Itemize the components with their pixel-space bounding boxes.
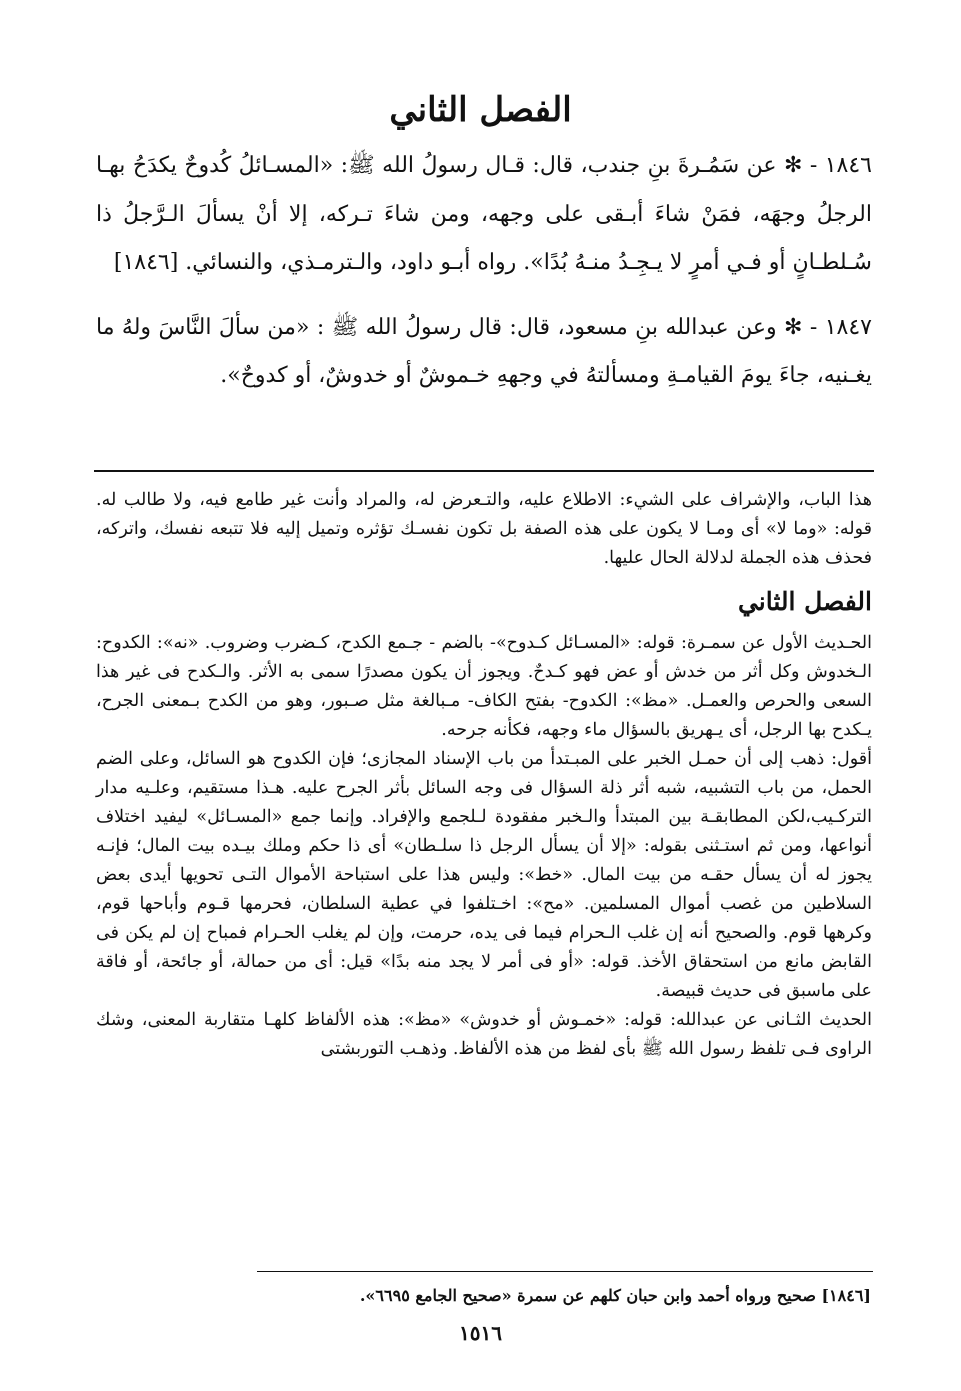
- footnote-divider: [257, 1271, 873, 1272]
- chapter-title: الفصل الثاني: [389, 90, 572, 130]
- commentary-section: [96, 486, 872, 1064]
- main-hadith-text: [96, 142, 872, 401]
- hadith-1846: ١٨٤٦ - ✻ عن سَمُـرةَ بنِ جندب، قال: قـال رسولُ الله ﷺ: «المسـائلُ كُدوحٌ يكدَحُ بهـا الرجلُ وجهَه، فمَنْ شاءَ أبـقى على وجهه، ومن شاءَ تـركه، إلا أنْ يسألَ الـرَّجلُ ذا سُـلطـانٍ أو فـي أمرٍ لا يـجِـدُ منـهُ بُدًا». رواه أبـو داود، والـترمـذي، والنسائي. [١٨٤٦]: [96, 153, 872, 275]
- section-divider: [94, 470, 874, 472]
- commentary-paragraph-2: أقول: ذهب إلى أن حمـل الخبر على المبـتدأ من باب الإسناد المجازى؛ فإن الكدوح هو السائل، وعلى الضم الحمل، من باب التشبيه، شبه أثر ذلة السؤال فى وجه السائل بأثر الجرح عليه. هـذا مستقيم، وعلـيه مدار التركـيب،لكن المطابقـة بين المبتدأ والـخبر مفقودة لـلجمع والإفراد. وإنما جمع «المسـائل» ليفيد اختلاف أنواعها، ومن ثم استـثنى بقوله: «إلا أن يسأل الرجل ذا سلـطان» أى ذا حكم وملك بيـده بيت المال؛ فإنـه يجوز له أن يسأل حقـه من بيت المال. «خط»: وليس هذا على استباحة الأموال التـى تحويها أيدى بعض السلاطين من غصب أموال المسلمين. «مح»: اخـتلفوا في عطية السلطان، فحرمها قـوم وأباحها قوم، وكرهها قوم. والصحيح أنه إن غلب الـحرام فيما فى يده، حرمت، وإن لم يغلب الحـرام فمباح إن لم يكن فى القابض مانع من استحقاق الأخذ. قوله: «أو فى أمر لا يجد منه بدًا» قيل: أى من حمالة، أو جائحة، أو فاقة على ماسبق فى حديث قبيصة.: [96, 749, 872, 1001]
- page-number: ١٥١٦: [459, 1321, 502, 1345]
- commentary-paragraph-3: الحديث الثـانى عن عبدالله: قوله: «خمـوش أو خدوش» «مظ»: هذه الألفاظ كلهـا متقاربة المعنى، وشك الراوى فـى تلفظ رسول الله ﷺ بأى لفظ من هذه الألفاظ. وذهـب التوربشتى: [96, 1010, 872, 1059]
- footnote: [١٨٤٦] صحيح ورواه أحمد وابن حبان كلهم عن سمرة «صحيح الجامع ٦٦٩٥».: [359, 1286, 871, 1305]
- commentary-heading: الفصل الثاني: [737, 587, 872, 616]
- commentary-paragraph-1: الحـديث الأول عن سمـرة: قوله: «المسـائل كـدوح»- بالضم - جـمع الكدح، كـضرب وضروب. «نه»: الكدوح: الـخدوش وكل أثر من خدش أو عض فهو كـدحٌ. ويجوز أن يكون مصدرًا سمى به الأثر. والـكدح فى غير هذا السعى والحرص والعمـل. «مظ»: الكدوح- بفتح الكاف- مـبالغة مثل صـبور، وهو من الكدح بـمعنى الجرح، يـكدح بها الرجل، أى يـهريق بالسؤال ماء وجهه، فكأنه جرحه.: [96, 633, 872, 740]
- commentary-intro: هذا الباب، والإشراف على الشيء: الاطلاع عليه، والتـعرض له، والمراد وأنت غير طامع فيه، ولا طالب له. قوله: «وما لا» أى ومـا لا يكون على هذه الصفة بل تكون نفسـك تؤثره وتميل إليه فلا تتبعه نفسك، واتركه، فحذف هذه الجملة لدلالة الحال عليها.: [96, 490, 872, 568]
- hadith-1847: ١٨٤٧ - ✻ وعن عبدالله بنِ مسعود، قال: قال رسولُ الله ﷺ : «من سألَ النَّاسَ ولهُ ما يغـنيه، جاءَ يومَ القيامـةِ ومسألتهُ في وجههِ خـموشٌ أو خدوشٌ، أو كدوحٌ».: [96, 314, 872, 388]
